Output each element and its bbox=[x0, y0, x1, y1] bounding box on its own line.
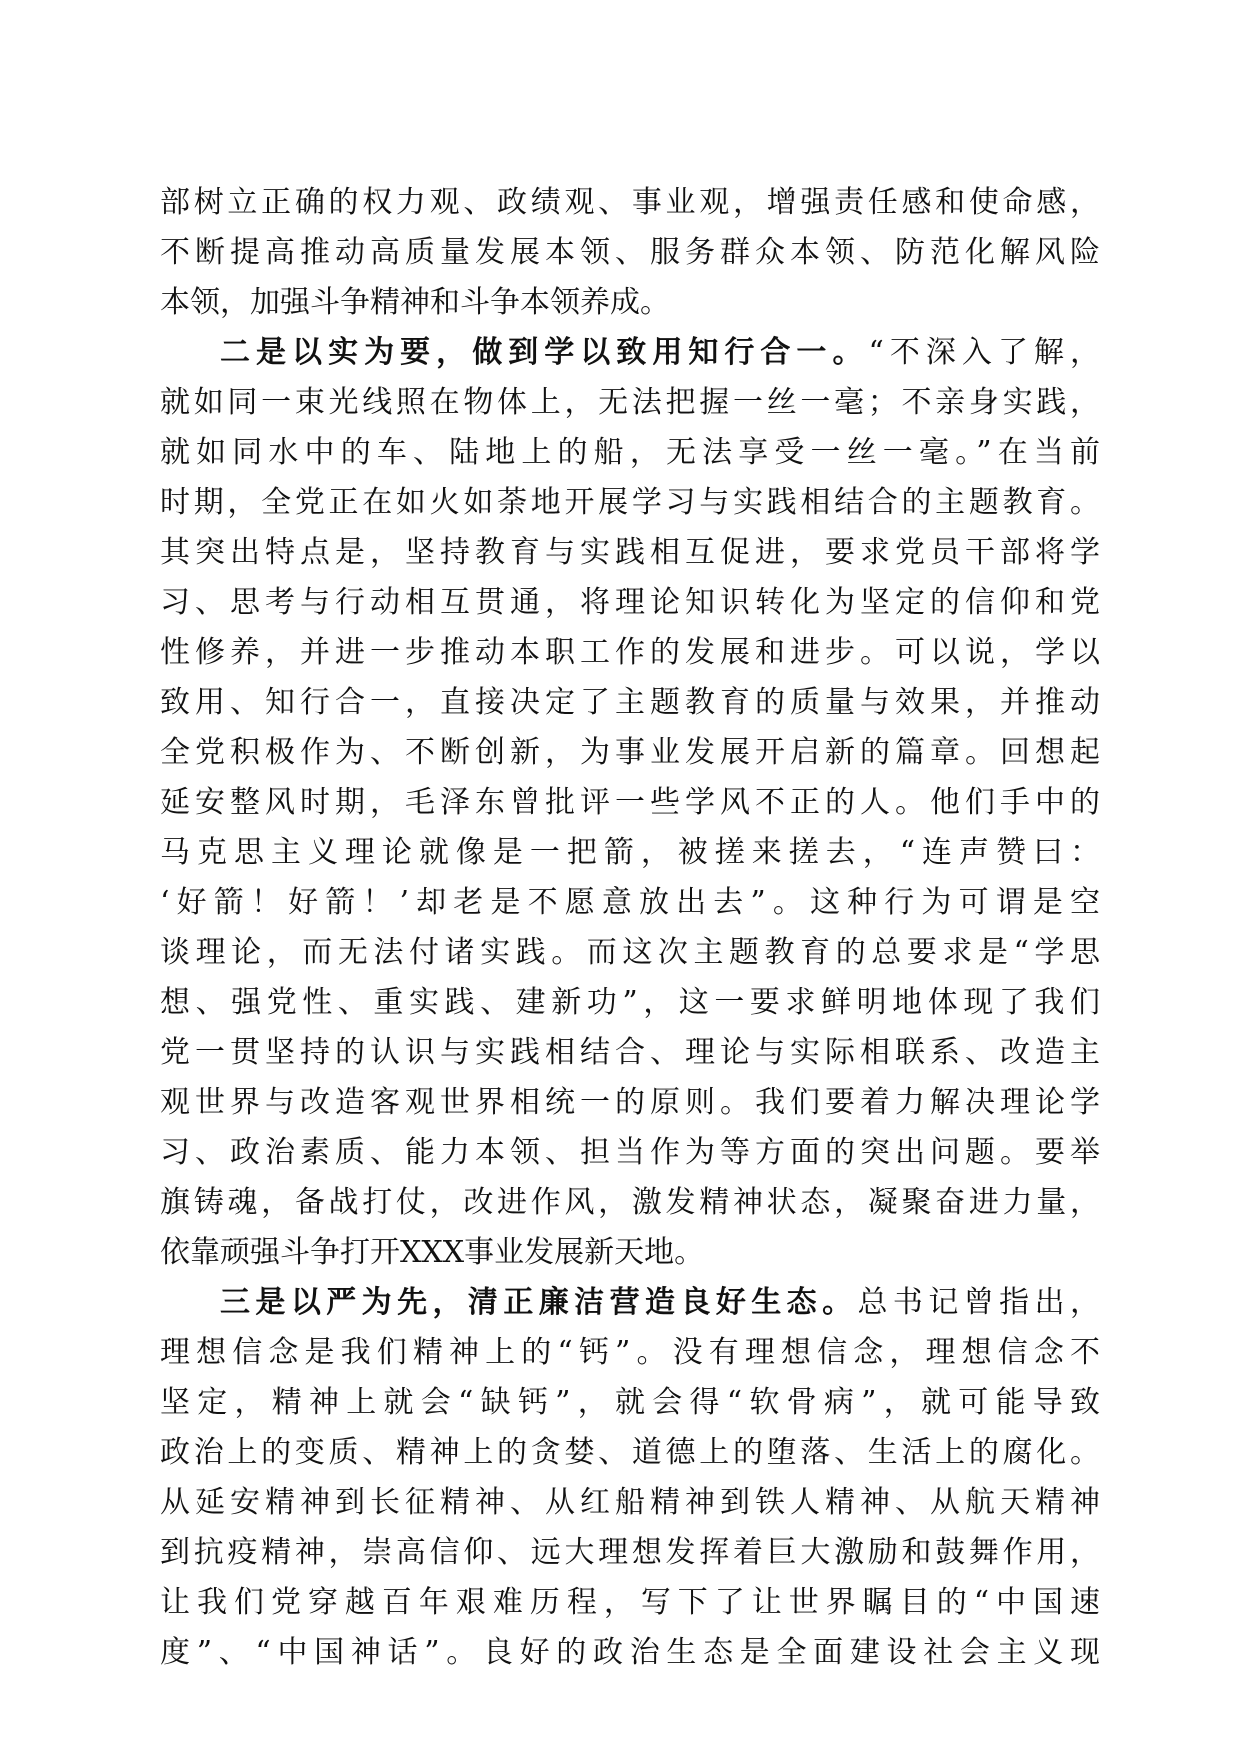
paragraph-1 bbox=[160, 178, 1100, 328]
text-segment: 总书记曾指出， bbox=[857, 1285, 1100, 1320]
text-line: 性修养，并进一步推动本职工作的发展和进步。可以说，学以 bbox=[160, 635, 1100, 670]
text-line: 依靠顽强斗争打开XXX事业发展新天地。 bbox=[160, 1235, 705, 1270]
document-page bbox=[160, 178, 1100, 1678]
text-line: 理想信念是我们精神上的“钙”。没有理想信念，理想信念不 bbox=[160, 1335, 1100, 1370]
text-line: 谈理论，而无法付诸实践。而这次主题教育的总要求是“学思 bbox=[160, 935, 1100, 970]
paragraph-first-line bbox=[160, 328, 1100, 378]
text-line: 让我们党穿越百年艰难历程，写下了让世界瞩目的“中国速 bbox=[160, 1585, 1100, 1620]
text-line: 政治上的变质、精神上的贪婪、道德上的堕落、生活上的腐化。 bbox=[160, 1435, 1100, 1470]
paragraph-2 bbox=[160, 328, 1100, 1278]
text-line: 习、政治素质、能力本领、担当作为等方面的突出问题。要举 bbox=[160, 1135, 1100, 1170]
text-line: 时期，全党正在如火如荼地开展学习与实践相结合的主题教育。 bbox=[160, 485, 1100, 520]
text-line: 到抗疫精神，崇高信仰、远大理想发挥着巨大激励和鼓舞作用， bbox=[160, 1535, 1100, 1570]
paragraph-heading: 三是以严为先，清正廉洁营造良好生态。 bbox=[220, 1285, 858, 1320]
text-line: 观世界与改造客观世界相统一的原则。我们要着力解决理论学 bbox=[160, 1085, 1100, 1120]
text-line: 不断提高推动高质量发展本领、服务群众本领、防范化解风险 bbox=[160, 235, 1100, 270]
paragraph-3 bbox=[160, 1278, 1100, 1678]
text-line: 习、思考与行动相互贯通，将理论知识转化为坚定的信仰和党 bbox=[160, 585, 1100, 620]
text-line: 旗铸魂，备战打仗，改进作风，激发精神状态，凝聚奋进力量， bbox=[160, 1185, 1100, 1220]
text-line: 想、强党性、重实践、建新功”，这一要求鲜明地体现了我们 bbox=[160, 985, 1100, 1020]
text-line: 部树立正确的权力观、政绩观、事业观，增强责任感和使命感， bbox=[160, 185, 1100, 220]
text-line: ‘好箭！好箭！’却老是不愿意放出去”。这种行为可谓是空 bbox=[160, 885, 1100, 920]
paragraph-first-line bbox=[160, 1278, 1100, 1328]
text-line: 从延安精神到长征精神、从红船精神到铁人精神、从航天精神 bbox=[160, 1485, 1100, 1520]
text-line: 坚定，精神上就会“缺钙”，就会得“软骨病”，就可能导致 bbox=[160, 1385, 1100, 1420]
text-line: 延安整风时期，毛泽东曾批评一些学风不正的人。他们手中的 bbox=[160, 785, 1100, 820]
text-line: 就如同一束光线照在物体上，无法把握一丝一毫；不亲身实践， bbox=[160, 385, 1100, 420]
text-line: 党一贯坚持的认识与实践相结合、理论与实际相联系、改造主 bbox=[160, 1035, 1100, 1070]
paragraph-heading: 二是以实为要，做到学以致用知行合一。 bbox=[220, 335, 869, 370]
text-segment: “不深入了解， bbox=[868, 335, 1101, 370]
text-line: 致用、知行合一，直接决定了主题教育的质量与效果，并推动 bbox=[160, 685, 1100, 720]
text-line: 度”、“中国神话”。良好的政治生态是全面建设社会主义现 bbox=[160, 1635, 1100, 1670]
text-line: 本领，加强斗争精神和斗争本领养成。 bbox=[160, 285, 670, 320]
text-line: 全党积极作为、不断创新，为事业发展开启新的篇章。回想起 bbox=[160, 735, 1100, 770]
text-line: 马克思主义理论就像是一把箭，被搓来搓去，“连声赞曰： bbox=[160, 835, 1100, 870]
text-line: 就如同水中的车、陆地上的船，无法享受一丝一毫。”在当前 bbox=[160, 435, 1100, 470]
text-line: 其突出特点是，坚持教育与实践相互促进，要求党员干部将学 bbox=[160, 535, 1100, 570]
